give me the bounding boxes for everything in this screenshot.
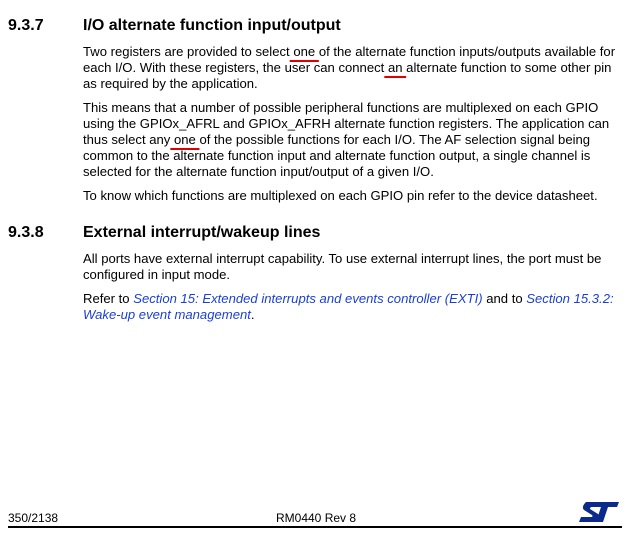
paragraph [83, 44, 623, 92]
text: of the possible functions for each I/O. The AF selection signal being common to the alternate function input and alternate function output, a single channel is selected for the alternate function input/output of a given I/O. [83, 132, 591, 179]
section-title: I/O alternate function input/output [83, 17, 341, 34]
text: Two registers are provided to select [83, 44, 290, 59]
paragraph: To know which functions are multiplexed on each GPIO pin refer to the device datasheet. [83, 188, 598, 203]
paragraph: All ports have external interrupt capability. To use external interrupt lines, the port must be configured in input mode. [83, 251, 602, 282]
underlined-word: an [384, 60, 407, 75]
page-number: 350/2138 [8, 511, 59, 525]
text: Refer to [83, 291, 134, 306]
text: alternate function to some other pin as required by the application. [83, 60, 612, 91]
text: and to [482, 291, 527, 306]
document-id: RM0440 Rev 8 [276, 511, 357, 525]
paragraph [83, 291, 623, 323]
section-number: 9.3.7 [8, 17, 44, 34]
underlined-word: one [289, 44, 319, 59]
text: . [250, 307, 255, 322]
st-logo-icon [578, 501, 620, 523]
section-title: External interrupt/wakeup lines [83, 224, 321, 241]
link-section-15-3-2[interactable]: Section 15.3.2: Wake-up event management [83, 291, 614, 322]
section-number: 9.3.8 [8, 224, 44, 241]
footer-divider [8, 526, 622, 528]
paragraph [83, 100, 623, 180]
text: of the alternate function inputs/outputs available for each I/O. With these registers, the user can connect [83, 44, 616, 75]
text: This means that a number of possible peripheral functions are multiplexed on each GPIO using the GPIOx_AFRL and GPIOx_AFRH alternate function registers. The application can thus select any [83, 100, 610, 147]
link-section-15[interactable]: Section 15: Extended interrupts and events controller (EXTI) [133, 291, 483, 306]
underlined-word: one [170, 132, 200, 147]
